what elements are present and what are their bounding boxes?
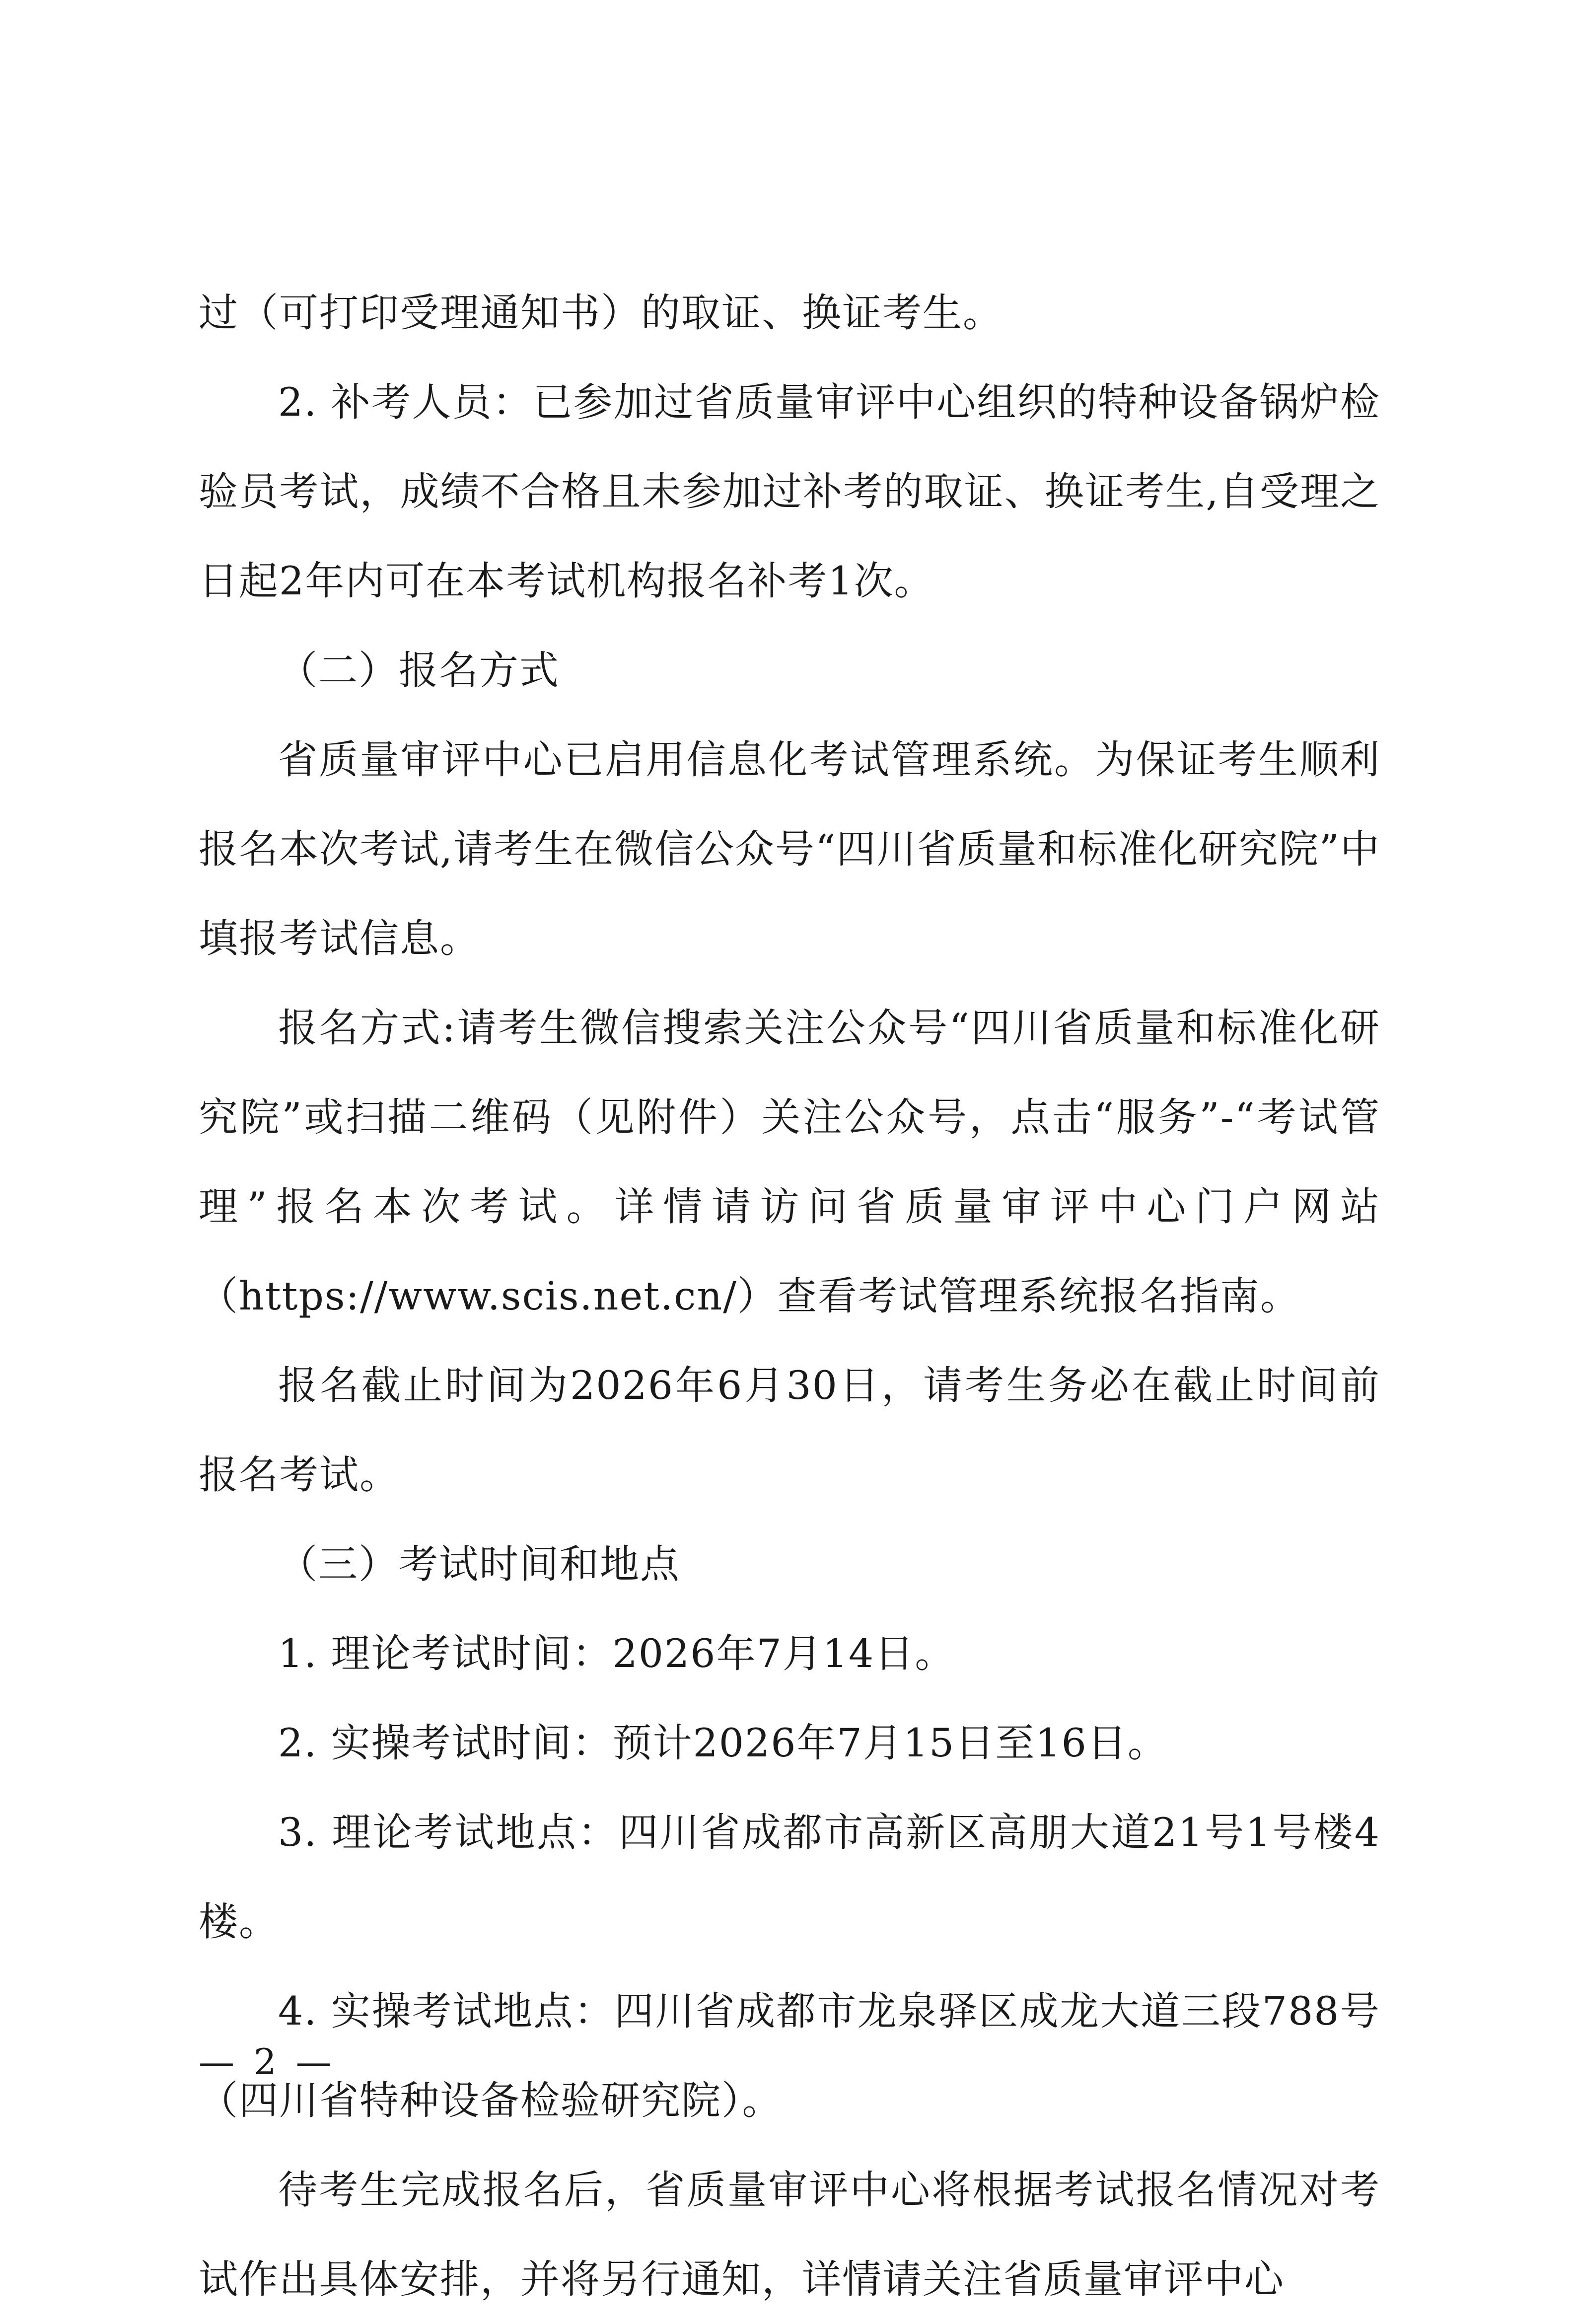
section-heading-registration: （二）报名方式 (278, 648, 560, 693)
paragraph-theory-place: 3. 理论考试地点：四川省成都市高新区高朋大道21号1号楼4楼。 (199, 1810, 1380, 1945)
paragraph-registration-system: 省质量审评中心已启用信息化考试管理系统。为保证考生顺利报名本次考试,请考生在微信公众号“四川省质量和标准化研究院”中填报考试信息。 (199, 737, 1380, 961)
document-body (199, 268, 1380, 2324)
paragraph-deadline: 报名截止时间为2026年6月30日，请考生务必在截止时间前报名考试。 (199, 1363, 1380, 1498)
paragraph-theory-time: 1. 理论考试时间：2026年7月14日。 (278, 1631, 955, 1676)
page-number: — 2 — (199, 2041, 336, 2083)
paragraph-practical-place: 4. 实操考试地点：四川省成都市龙泉驿区成龙大道三段788号（四川省特种设备检验研究院）。 (199, 1988, 1380, 2123)
section-heading-time-place: （三）考试时间和地点 (278, 1541, 680, 1587)
paragraph-registration-method: 报名方式:请考生微信搜索关注公众号“四川省质量和标准化研究院”或扫描二维码（见附件）关注公众号，点击“服务”-“考试管理”报名本次考试。详情请访问省质量审评中心门户网站（https://www.scis.net.cn/）查看考试管理系统报名指南。 (199, 1005, 1380, 1319)
paragraph-continuation: 过（可打印受理通知书）的取证、换证考生。 (199, 290, 1003, 336)
paragraph-practical-time: 2. 实操考试时间：预计2026年7月15日至16日。 (278, 1720, 1168, 1766)
paragraph-makeup-exam: 2. 补考人员：已参加过省质量审评中心组织的特种设备锅炉检验员考试，成绩不合格且未参加过补考的取证、换证考生,自受理之日起2年内可在本考试机构报名补考1次。 (199, 379, 1380, 604)
paragraph-arrangement: 待考生完成报名后，省质量审评中心将根据考试报名情况对考试作出具体安排，并将另行通知，详情请关注省质量审评中心 (199, 2167, 1380, 2302)
